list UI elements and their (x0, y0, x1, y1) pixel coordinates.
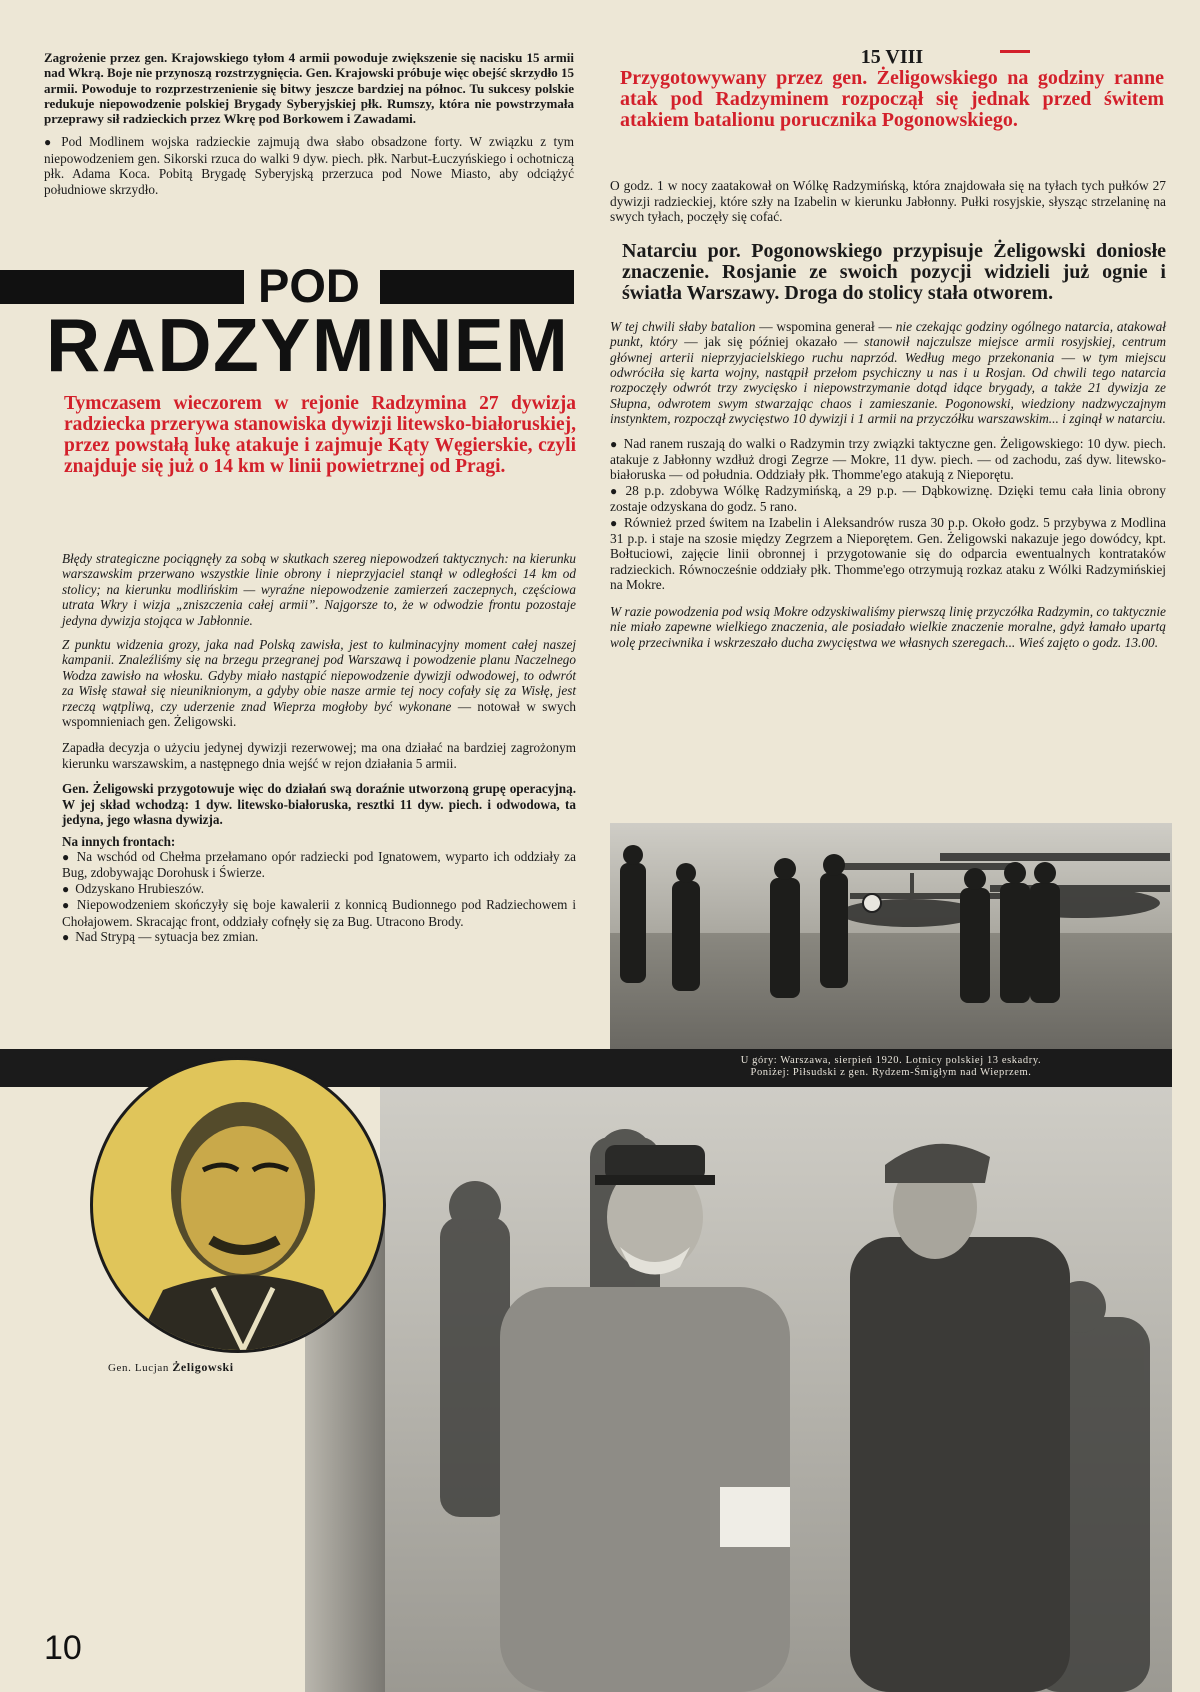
headline-bar-right (380, 270, 574, 304)
left-red-lead: Tymczasem wieczorem w rejonie Radzymina 27 dywizja radziecka przerywa stanowiska dywizji litewsko-białoruskiej, przez powstałą lukę atakuje i zajmuje Kąty Węgierskie, czyli znajduje się już o 14 km w linii powietrznej od Pragi. (64, 393, 576, 477)
other-fronts-heading: Na innych frontach: (62, 833, 176, 849)
modlin-paragraph: ● Pod Modlinem wojska radzieckie zajmują dwa słabo obsadzone forty. W związku z tym niepowodzeniem gen. Sikorski rzuca do walki 9 dyw. piech. płk. Narbut-Łuczyńskiego i ochotniczą płk. Adama Koca. Pobitą Brygadę Syberyjską przerzuca pod Nowe Miasto, aby odciążyć południowe skrzydło. (44, 134, 574, 197)
right-general-quote: W tej chwili słaby batalion — wspomina generał — nie czekając godziny ogólnego natarcia, atakował punkt, który — jak się później okazało — stanowił najczulsze miejsce armii rosyjskiej, centrum głównej arterii nieprzyjacielskiego ruchu naprzód. Według mego przekonania — w tym miejscu odwróciła się karta wojny, nastąpił przełom psychiczny u nas i u Rosjan. Od chwili tego natarcia rozpoczęły odwrót trzy zwycięsko i niepowstrzymanie dotąd idące brygady, a także 21 dywizja ze Słupna, odwrotem swym stwarzając chaos i zamieszanie. Pogonowski, wiedziony nadzwyczajnym instynktem, rozpoczął zwycięstwo 10 dywizji i 1 armii na przyczółku warszawskim... i zginął w natarciu. (610, 318, 1166, 427)
photo-airmen-image (610, 823, 1172, 1049)
zeligowski-group-paragraph: Gen. Żeligowski przygotowuje więc do działań swą doraźnie utworzoną grupę operacyjną. W jej skład wchodzą: 1 dyw. litewsko-białoruska, resztki 11 dyw. piech. i odwodowa, ta jedyna, jego własna dywizja. (62, 781, 576, 828)
right-date: 15 VIII (860, 46, 924, 68)
headline-bar-left (0, 270, 244, 304)
left-body (62, 551, 576, 945)
right-item: ● Nad ranem ruszają do walki o Radzymin trzy związki taktyczne gen. Żeligowskiego: 10 dyw. piech. atakuje z Jabłonny wzdłuż drogi Zegrze — Mokre, 11 dyw. piech. — od zachodu, zaś dyw. litewsko-białoruska — od południa. Oddziały płk. Thomme'ego atakują z Nieporętu. (610, 436, 1166, 483)
photo-airmen (610, 823, 1172, 1049)
quote-danger: Z punktu widzenia grozy, jaka nad Polską zawisła, jest to kulminacyjny moment całej naszej kampanii. Znaleźliśmy się na brzegu przegranej pod Warszawą i powodzenie planu Naczelnego Wodza zawisło na włosku. Gdyby miało nastąpić niepowodzenie dywizji odwodowej, to odwrót za Wisłę stawał się nieuniknionym, a gdyby obie nasze armie tej nocy cofały się za Wisłę, jest rzeczą wątpliwą, czy uderzenie znad Wieprza mogłoby być wykonane — notował w swych wspomnieniach gen. Żeligowski. (62, 637, 576, 730)
photo-caption-bottom: Poniżej: Piłsudski z gen. Rydzem-Śmigłym nad Wieprzem. (750, 1067, 1032, 1078)
right-paragraph-1: O godz. 1 w nocy zaatakował on Wólkę Radzymińską, która znajdowała się na tyłach tych pułków 27 dywizji radzieckiej, które szły na Izabelin w kierunku Jabłonny. Pułki rosyjskie, słysząc strzelaninę na swych tyłach, poczęły się cofać. (610, 178, 1166, 225)
left-intro (44, 50, 574, 197)
photo-pilsudski (380, 1087, 1172, 1692)
right-item: ● Również przed świtem na Izabelin i Aleksandrów rusza 30 p.p. Około godz. 5 przybywa z Modlina 31 p.p. i staje na szosie między Zegrzem a Nieporętem. Gen. Żeligowski nakazuje jego dowódcy, kpt. Bołtuciowi, zajęcie linii obronnej i przygotowanie się do odparcia ewentualnych kontrataków radzieckich. Równocześnie oddziały płk. Thomme'ego otrzymują rozkaz ataku z Wólki Radzymińskiej na Mokre. (610, 515, 1166, 593)
other-front-item: ● Odzyskano Hrubieszów. (62, 881, 576, 897)
quote-strategic-errors: Błędy strategiczne pociągnęły za sobą w skutkach szereg niepowodzeń taktycznych: na kierunku warszawskim przerwano wszystkie linie obrony i nieprzyjaciel stanął w odległości 14 km od stolicy; na kierunku modlińskim — wyraźne niepowodzenie zamierzeń zaczepnych, częściowa utrata Wkry i wizja „zniszczenia całej armii”. Najgorsze to, że w odwodzie frontu pozostaje jedyna dywizja stojąca w Jabłonnie. (62, 551, 576, 628)
quote-danger-tail: — notował w swych wspomnieniach gen. Żeligowski. (62, 698, 576, 730)
photo-caption (610, 1049, 1172, 1087)
portrait-circle (90, 1057, 386, 1353)
right-bold-lead: Natarciu por. Pogonowskiego przypisuje Żeligowski doniosłe znaczenie. Rosjanie ze swoich pozycji widzieli już ognie i światła Warszawy. Droga do stolicy stała otworem. (622, 239, 1166, 304)
right-body (610, 178, 1166, 650)
decision-paragraph: Zapadła decyzja o użyciu jedynej dywizji rezerwowej; ma ona działać na bardziej zagrożonym kierunku warszawskim, a następnego dnia wejść w rejon działania 5 armii. (62, 740, 576, 771)
other-front-item: ● Nad Strypą — sytuacja bez zmian. (62, 929, 576, 945)
other-front-item: ● Na wschód od Chełma przełamano opór radziecki pod Ignatowem, wyparto ich oddziały za Bug, zdobywając Dorohusk i Świerze. (62, 849, 576, 881)
page-number: 10 (44, 1629, 82, 1667)
photo-pilsudski-image (380, 1087, 1172, 1692)
headline-radzyminem: RADZYMINEM (46, 303, 570, 387)
other-front-item: ● Niepowodzeniem skończyły się boje kawalerii z konnicą Budionnego pod Radziechowem i Chołajowem. Skracając front, oddziały cofnęły się za Bug. Utracono Brody. (62, 897, 576, 929)
photo-caption-top: U góry: Warszawa, sierpień 1920. Lotnicy polskiej 13 eskadry. (740, 1055, 1042, 1066)
right-item: ● 28 p.p. zdobywa Wólkę Radzymińską, a 29 p.p. — Dąbkowiznę. Dzięki temu cała linia obrony zostaje odzyskana do godz. 5 rano. (610, 483, 1166, 515)
right-closing-quote: W razie powodzenia pod wsią Mokre odzyskiwaliśmy pierwszą linię przyczółka Radzymin, co taktycznie nie miało zapewne wielkiego znaczenia, ale posiadało wielkie znaczenie moralne, gdyż łamało upartą wolę przeciwnika i wskrzeszało ducha zwycięstwa we własnych szeregach... Wieś zajęto o godz. 13.00. (610, 603, 1166, 650)
portrait-caption: Gen. Lucjan Żeligowski (108, 1360, 234, 1374)
headline-pod: POD (258, 259, 360, 312)
right-red-lead: Przygotowywany przez gen. Żeligowskiego na godziny ranne atak pod Radzyminem rozpoczął się jednak przed świtem atakiem batalionu porucznika Pogonowskiego. (620, 67, 1164, 131)
intro-bold-paragraph: Zagrożenie przez gen. Krajowskiego tyłom 4 armii powoduje zwiększenie się nacisku 15 armii nad Wkrą. Boje nie przynoszą rozstrzygnięcia. Gen. Krajowski próbuje więc obejść skrzydło 15 armii. Powoduje to rozprzestrzenienie się bitwy jeszcze bardziej na północ. Tu sukcesy polskie redukuje niepowodzenie polskiej Brygady Syberyjskiej płk. Rumszy, która nie powstrzymała przeprawy sił radzieckich przez Wkrę pod Borkowem i Zawadami. (44, 50, 574, 127)
zeligowski-portrait (93, 1060, 383, 1350)
